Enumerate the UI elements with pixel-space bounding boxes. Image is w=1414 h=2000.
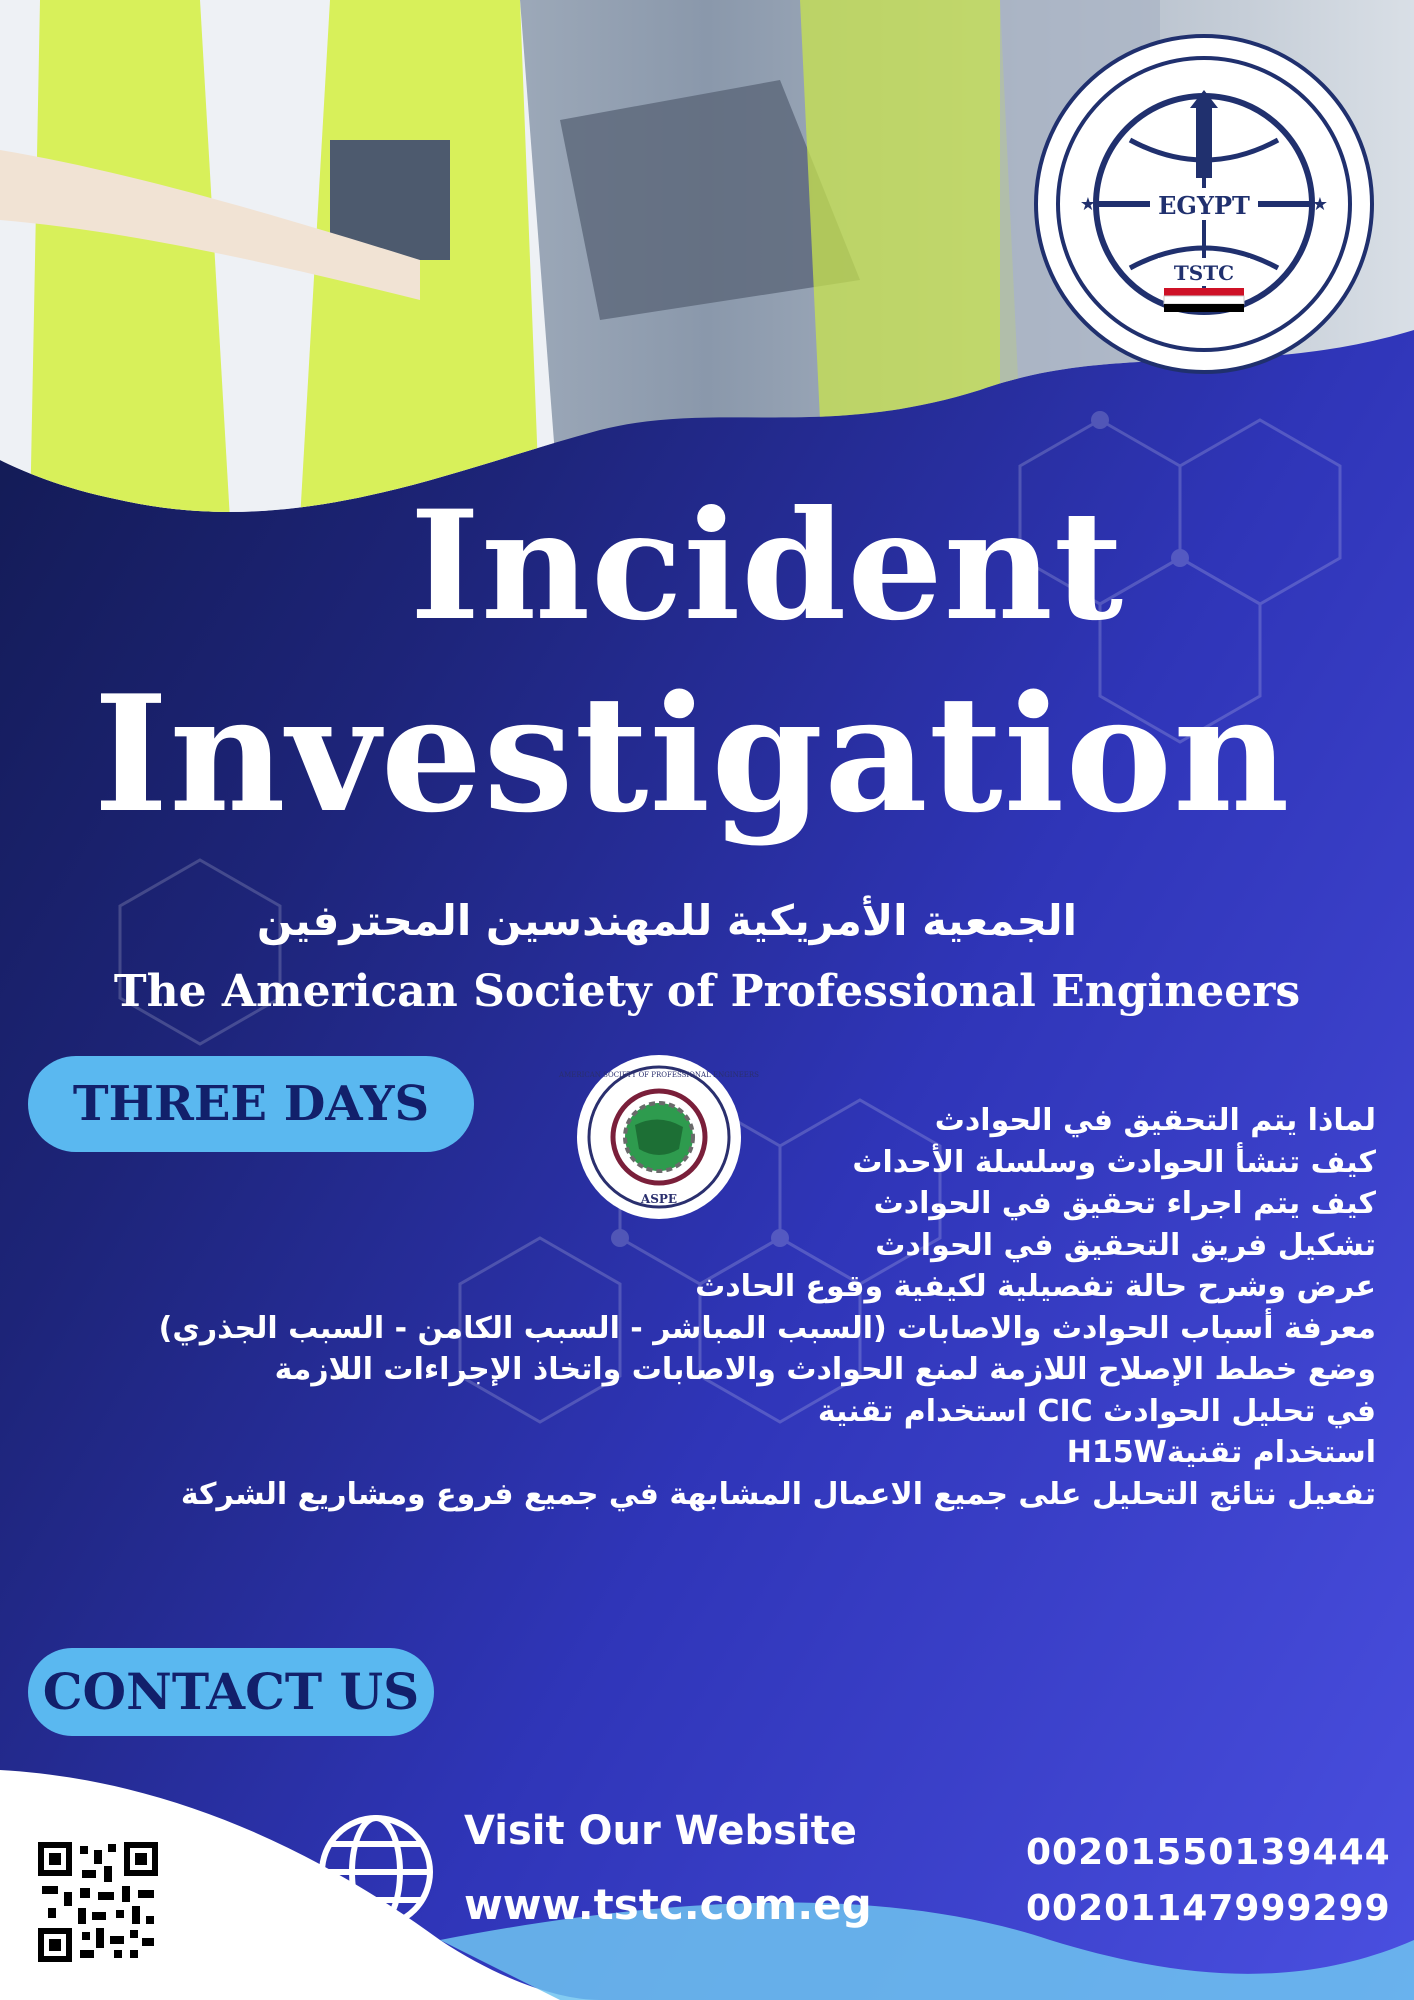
topic-item: وضع خطط الإصلاح اللازمة لمنع الحوادث والاصابات واتخاذ الإجراءات اللازمة bbox=[274, 1352, 1376, 1387]
svg-text:★: ★ bbox=[1079, 194, 1097, 215]
duration-badge: THREE DAYS bbox=[28, 1056, 474, 1152]
globe-icon[interactable] bbox=[316, 1812, 436, 1932]
topic-item: معرفة أسباب الحوادث والاصابات (السبب المباشر - السبب الكامن - السبب الجذري) bbox=[158, 1310, 1376, 1346]
svg-text:★: ★ bbox=[1311, 194, 1329, 215]
qr-code-icon[interactable] bbox=[38, 1842, 158, 1962]
topic-item: تشكيل فريق التحقيق في الحوادث bbox=[875, 1227, 1376, 1263]
topic-item: كيف يتم اجراء تحقيق في الحوادث bbox=[873, 1186, 1376, 1221]
contact-us-badge: CONTACT US bbox=[28, 1648, 434, 1736]
topic-item: في تحليل الحوادث CIC استخدام تقنية bbox=[817, 1393, 1376, 1429]
title-line-1: Incident bbox=[409, 478, 1125, 654]
tstc-logo-abbr: TSTC bbox=[1173, 261, 1235, 285]
tstc-logo bbox=[1030, 30, 1378, 378]
topic-item: استخدام تقنيةH15W bbox=[1066, 1435, 1376, 1470]
title-line-2: Investigation bbox=[93, 660, 1291, 848]
topic-item: عرض وشرح حالة تفصيلية لكيفية وقوع الحادث bbox=[695, 1269, 1376, 1304]
tstc-logo-country: EGYPT bbox=[1158, 191, 1250, 220]
organization-english: The American Society of Professional Engineers bbox=[113, 966, 1301, 1017]
aspe-logo-abbr: ASPE bbox=[640, 1192, 678, 1206]
topic-item: لماذا يتم التحقيق في الحوادث bbox=[934, 1103, 1376, 1138]
course-topics-list bbox=[56, 1100, 1376, 1515]
phone-number-1[interactable]: 00201550139444 bbox=[1026, 1832, 1391, 1873]
svg-text:AMERICAN SOCIETY OF PROFESSION: AMERICAN SOCIETY OF PROFESSIONAL ENGINEERS bbox=[559, 1071, 759, 1079]
website-label: Visit Our Website bbox=[464, 1808, 857, 1854]
topic-item: تفعيل نتائج التحليل على جميع الاعمال المشابهة في جميع فروع ومشاريع الشركة bbox=[180, 1476, 1376, 1512]
phone-number-2[interactable]: 00201147999299 bbox=[1026, 1888, 1391, 1929]
website-link[interactable]: www.tstc.com.eg bbox=[464, 1880, 872, 1929]
topic-item: كيف تنشأ الحوادث وسلسلة الأحداث bbox=[852, 1144, 1376, 1180]
organization-arabic: الجمعية الأمريكية للمهندسين المحترفين bbox=[256, 896, 1078, 945]
